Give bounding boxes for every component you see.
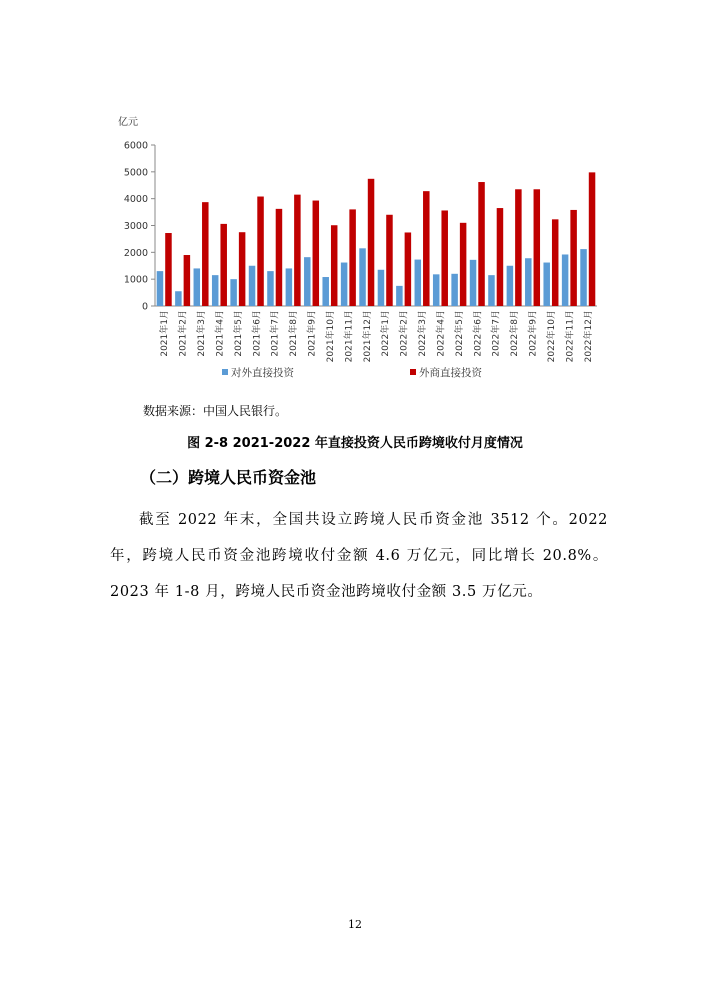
- x-tick-label: 2022年3月: [418, 310, 429, 357]
- x-tick-label: 2021年7月: [270, 310, 281, 357]
- bar-outward-fdi: [451, 274, 458, 306]
- x-tick-label: 2021年3月: [197, 310, 208, 357]
- source-note: 数据来源：中国人民银行。: [143, 404, 288, 418]
- x-tick-label: 2021年2月: [178, 310, 189, 357]
- legend-swatch: [410, 369, 416, 375]
- x-tick-label: 2021年9月: [307, 310, 318, 357]
- x-tick-label: 2022年5月: [454, 310, 465, 357]
- x-tick-label: 2021年5月: [233, 310, 244, 357]
- bar-inward-fdi: [202, 202, 209, 306]
- x-tick-label: 2021年6月: [252, 310, 263, 357]
- bar-inward-fdi: [257, 197, 264, 306]
- bar-inward-fdi: [478, 182, 485, 306]
- y-tick-label: 6000: [123, 140, 148, 152]
- x-tick-label: 2021年8月: [289, 310, 300, 357]
- bar-outward-fdi: [525, 258, 532, 306]
- bar-inward-fdi: [515, 189, 522, 306]
- bar-outward-fdi: [175, 291, 182, 306]
- y-tick-label: 0: [141, 301, 148, 313]
- bar-outward-fdi: [230, 279, 237, 306]
- body-paragraph: 截至 2022 年末，全国共设立跨境人民币资金池 3512 个。2022 年，跨境人民币资金池跨境收付金额 4.6 万亿元，同比增长 20.8%。2023 年 1-8 月，跨境人民币资金池跨境收付金额 3.5 万亿元。: [110, 512, 608, 600]
- y-tick-label: 4000: [123, 194, 148, 206]
- bar-inward-fdi: [497, 208, 504, 306]
- y-tick-label: 5000: [123, 167, 148, 179]
- x-tick-label: 2022年10月: [546, 310, 557, 363]
- bar-outward-fdi: [286, 268, 293, 306]
- bar-outward-fdi: [267, 271, 274, 306]
- bars: [157, 172, 596, 306]
- x-tick-label: 2022年9月: [528, 310, 539, 357]
- bar-inward-fdi: [460, 223, 467, 306]
- bar-inward-fdi: [276, 209, 283, 306]
- bar-inward-fdi: [165, 233, 172, 306]
- legend: [222, 366, 482, 379]
- bar-inward-fdi: [405, 232, 412, 306]
- bar-outward-fdi: [378, 270, 385, 306]
- legend-label: 对外直接投资: [231, 367, 294, 379]
- bar-outward-fdi: [488, 275, 495, 306]
- bar-outward-fdi: [212, 275, 219, 306]
- x-tick-label: 2022年12月: [583, 309, 594, 363]
- bar-inward-fdi: [423, 191, 430, 306]
- bar-inward-fdi: [589, 172, 596, 306]
- bar-outward-fdi: [562, 254, 569, 306]
- x-tick-label: 2022年8月: [510, 310, 521, 357]
- y-tick-label: 3000: [123, 221, 148, 232]
- legend-swatch: [222, 369, 228, 375]
- bar-outward-fdi: [157, 271, 164, 306]
- bar-outward-fdi: [304, 257, 311, 306]
- bar-outward-fdi: [396, 286, 403, 306]
- y-axis-unit-label: 亿元: [118, 117, 138, 128]
- bar-outward-fdi: [415, 260, 422, 306]
- page-number: 12: [348, 918, 362, 931]
- bar-inward-fdi: [386, 215, 393, 306]
- legend-label: 外商直接投资: [419, 367, 482, 379]
- bar-outward-fdi: [322, 277, 329, 306]
- bar-outward-fdi: [507, 266, 514, 306]
- x-tick-label: 2022年11月: [565, 310, 576, 363]
- bar-inward-fdi: [349, 209, 356, 306]
- bar-inward-fdi: [239, 232, 246, 306]
- x-axis-labels: [158, 310, 594, 362]
- x-tick-label: 2022年7月: [491, 310, 502, 357]
- bar-outward-fdi: [543, 263, 550, 306]
- figure-caption: 图 2-8 2021-2022 年直接投资人民币跨境收付月度情况: [187, 436, 523, 451]
- bar-inward-fdi: [534, 189, 541, 306]
- bar-chart: [110, 110, 610, 400]
- x-tick-label: 2021年11月: [344, 310, 355, 363]
- y-tick-label: 2000: [123, 247, 148, 259]
- x-tick-label: 2022年1月: [381, 310, 392, 357]
- x-tick-label: 2022年6月: [473, 310, 484, 357]
- bar-inward-fdi: [184, 255, 191, 306]
- section-title: （二）跨境人民币资金池: [140, 468, 317, 487]
- bar-inward-fdi: [570, 210, 577, 306]
- bar-inward-fdi: [368, 179, 375, 306]
- x-tick-label: 2021年4月: [215, 310, 226, 357]
- bar-outward-fdi: [470, 260, 477, 306]
- x-tick-label: 2022年4月: [436, 310, 447, 357]
- bar-inward-fdi: [441, 210, 448, 306]
- bar-outward-fdi: [194, 268, 201, 306]
- bar-outward-fdi: [249, 266, 256, 306]
- bar-inward-fdi: [552, 219, 559, 306]
- bar-outward-fdi: [341, 263, 348, 306]
- bar-inward-fdi: [294, 195, 301, 306]
- bar-inward-fdi: [220, 224, 227, 306]
- bar-outward-fdi: [580, 249, 587, 306]
- bar-outward-fdi: [359, 248, 366, 306]
- y-tick-label: 1000: [123, 274, 148, 286]
- bar-inward-fdi: [331, 225, 338, 306]
- x-tick-label: 2022年2月: [399, 310, 410, 357]
- x-tick-label: 2021年12月: [362, 310, 373, 363]
- x-tick-label: 2021年10月: [325, 310, 336, 363]
- x-tick-label: 2021年1月: [160, 310, 171, 357]
- bar-inward-fdi: [313, 201, 320, 306]
- bar-outward-fdi: [433, 274, 440, 306]
